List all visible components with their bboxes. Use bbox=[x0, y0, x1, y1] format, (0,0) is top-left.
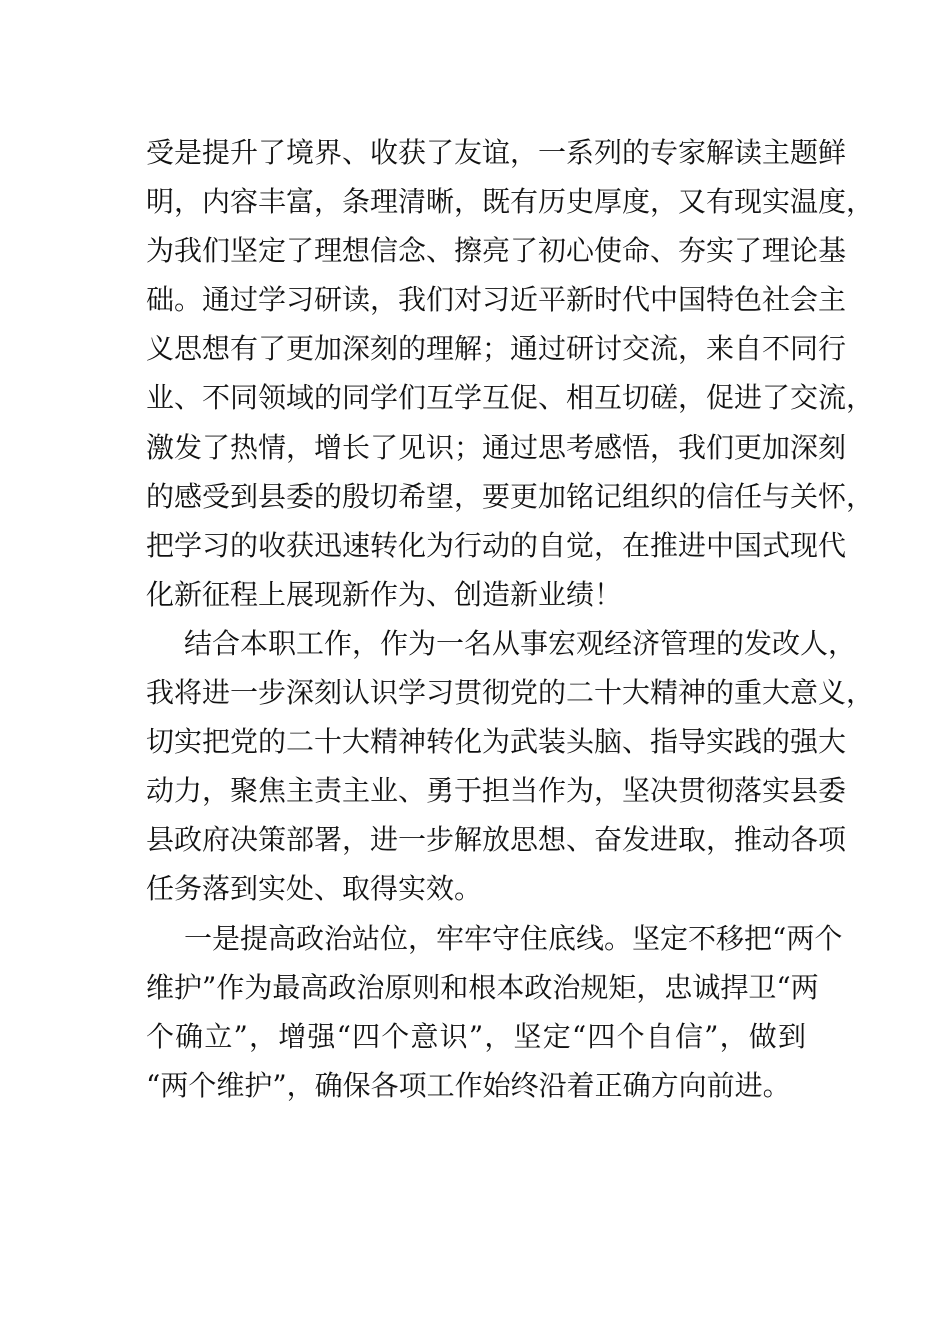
text-line: 任务落到实处、取得实效。 bbox=[146, 872, 483, 906]
text-line: 础。通过学习研读，我们对习近平新时代中国特色社会主 bbox=[146, 283, 847, 317]
text-line: 我将进一步深刻认识学习贯彻党的二十大精神的重大意义， bbox=[146, 676, 875, 710]
text-line: 切实把党的二十大精神转化为武装头脑、指导实践的强大 bbox=[146, 725, 847, 759]
text-line: 县政府决策部署，进一步解放思想、奋发进取，推动各项 bbox=[146, 823, 847, 857]
body-text bbox=[146, 128, 875, 1110]
text-line: 结合本职工作，作为一名从事宏观经济管理的发改人， bbox=[184, 626, 857, 660]
text-line: “两个维护”，确保各项工作始终沿着正确方向前进。 bbox=[146, 1068, 791, 1102]
text-line: 业、不同领域的同学们互学互促、相互切磋，促进了交流， bbox=[146, 381, 875, 415]
text-line: 一是提高政治站位，牢牢守住底线。坚定不移把“两个 bbox=[184, 921, 843, 955]
paragraph-2 bbox=[146, 619, 875, 914]
text-line: 维护”作为最高政治原则和根本政治规矩，忠诚捍卫“两 bbox=[146, 970, 819, 1004]
text-line: 把学习的收获迅速转化为行动的自觉，在推进中国式现代 bbox=[146, 528, 847, 562]
paragraph-3 bbox=[146, 914, 843, 1110]
text-line: 个确立”，增强“四个意识”，坚定“四个自信”，做到 bbox=[146, 1019, 806, 1053]
paragraph-1 bbox=[146, 128, 875, 619]
text-line: 明，内容丰富，条理清晰，既有历史厚度，又有现实温度， bbox=[146, 185, 875, 219]
text-line: 化新征程上展现新作为、创造新业绩！ bbox=[146, 577, 623, 611]
text-line: 动力，聚焦主责主业、勇于担当作为，坚决贯彻落实县委 bbox=[146, 774, 847, 808]
text-line: 受是提升了境界、收获了友谊，一系列的专家解读主题鲜 bbox=[146, 136, 847, 169]
text-line: 激发了热情，增长了见识；通过思考感悟，我们更加深刻 bbox=[146, 430, 847, 464]
text-line: 义思想有了更加深刻的理解；通过研讨交流，来自不同行 bbox=[146, 332, 847, 366]
text-line: 的感受到县委的殷切希望，要更加铭记组织的信任与关怀， bbox=[146, 479, 875, 513]
text-line: 为我们坚定了理想信念、擦亮了初心使命、夯实了理论基 bbox=[146, 234, 847, 268]
